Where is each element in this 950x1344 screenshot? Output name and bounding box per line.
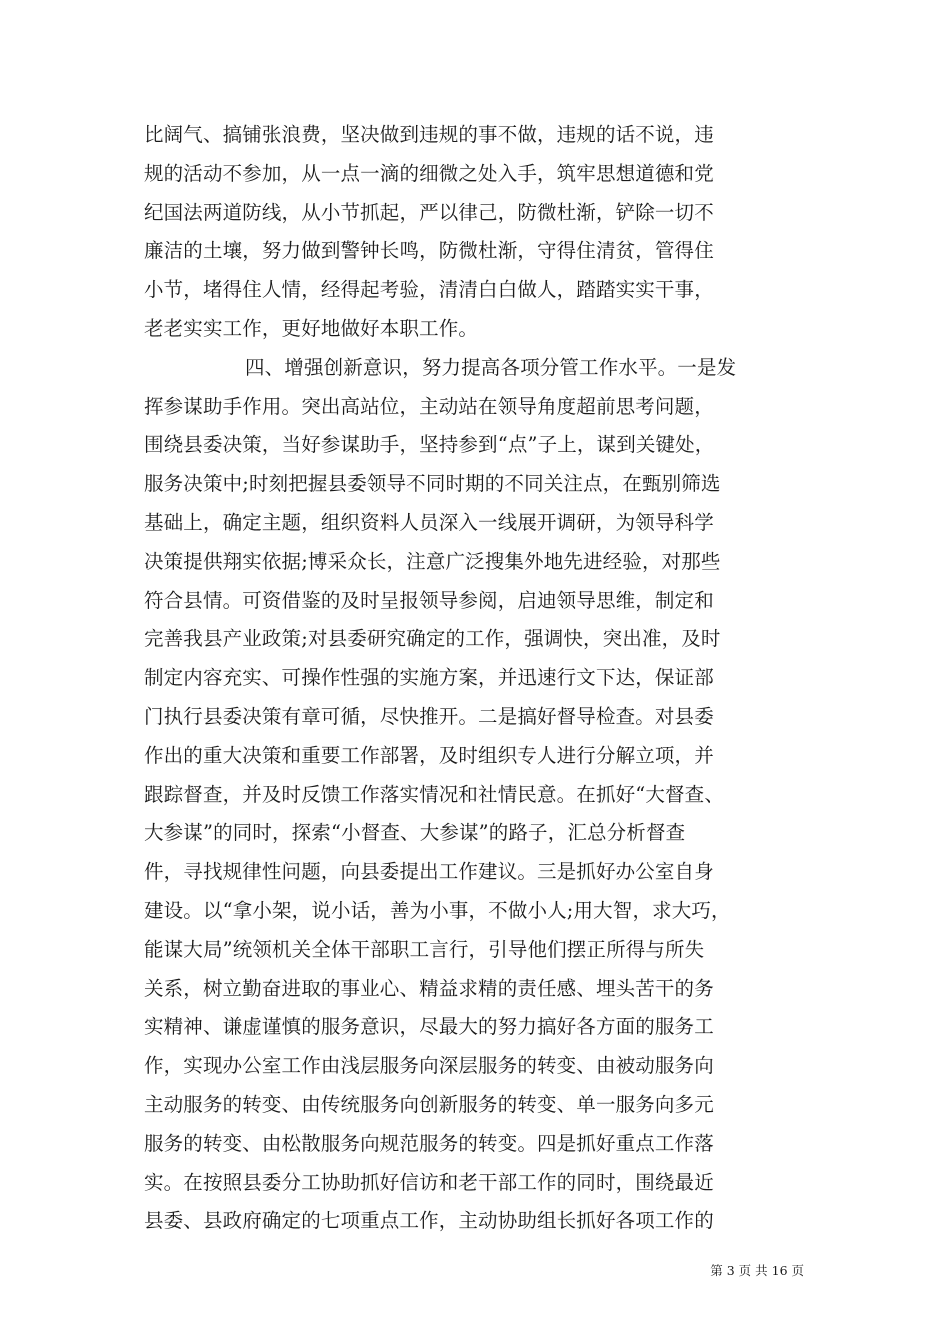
text-line: 服务决策中;时刻把握县委领导不同时期的不同关注点，在甄别筛选 (144, 472, 721, 496)
text-line: 符合县情。可资借鉴的及时呈报领导参阅，启迪领导思维，制定和 (144, 588, 714, 612)
text-line: 廉洁的土壤，努力做到警钟长鸣，防微杜渐，守得住清贫，管得住 (144, 239, 714, 263)
text-line: 县委、县政府确定的七项重点工作，主动协助组长抓好各项工作的 (144, 1209, 714, 1233)
text-line: 实精神、谦虚谨慎的服务意识，尽最大的努力搞好各方面的服务工 (144, 1015, 714, 1039)
text-line: 规的活动不参加，从一点一滴的细微之处入手，筑牢思想道德和党 (144, 161, 714, 185)
text-line: 决策提供翔实依据;博采众长，注意广泛搜集外地先进经验，对那些 (144, 549, 721, 573)
text-line: 关系，树立勤奋进取的事业心、精益求精的责任感、埋头苦干的务 (144, 976, 714, 1000)
text-line: 实。在按照县委分工协助抓好信访和老干部工作的同时，围绕最近 (144, 1170, 714, 1194)
text-line: 作，实现办公室工作由浅层服务向深层服务的转变、由被动服务向 (144, 1054, 714, 1078)
text-line: 挥参谋助手作用。突出高站位，主动站在领导角度超前思考问题， (144, 394, 714, 418)
body-text (144, 116, 824, 1241)
text-line: 作出的重大决策和重要工作部署，及时组织专人进行分解立项，并 (144, 743, 714, 767)
text-line: 纪国法两道防线，从小节抓起，严以律己，防微杜渐，铲除一切不 (144, 200, 714, 224)
text-line: 能谋大局”统领机关全体干部职工言行，引导他们摆正所得与所失 (144, 937, 705, 961)
page-number: 第 3 页 共 16 页 (710, 1263, 804, 1278)
text-line: 小节，堵得住人情，经得起考验，清清白白做人，踏踏实实干事， (144, 278, 714, 302)
text-line: 件，寻找规律性问题，向县委提出工作建议。三是抓好办公室自身 (144, 860, 714, 884)
text-line: 跟踪督查，并及时反馈工作落实情况和社情民意。在抓好“大督查、 (144, 782, 724, 806)
text-line: 老老实实工作，更好地做好本职工作。 (144, 316, 479, 340)
text-line: 比阔气、搞铺张浪费，坚决做到违规的事不做，违规的话不说，违 (144, 123, 714, 146)
text-line: 围绕县委决策，当好参谋助手，坚持参到“点”子上，谋到关键处， (144, 433, 715, 457)
text-line: 门执行县委决策有章可循，尽快推开。二是搞好督导检查。对县委 (144, 704, 714, 728)
paragraph-heading-line: 四、增强创新意识，努力提高各项分管工作水平。一是发 (245, 355, 737, 379)
text-line: 主动服务的转变、由传统服务向创新服务的转变、单一服务向多元 (144, 1092, 714, 1116)
text-line: 制定内容充实、可操作性强的实施方案，并迅速行文下达，保证部 (144, 666, 714, 690)
text-line: 大参谋”的同时，探索“小督查、大参谋”的路子，汇总分析督查 (144, 821, 686, 845)
text-line: 完善我县产业政策;对县委研究确定的工作，强调快，突出准，及时 (144, 627, 721, 651)
text-line: 基础上，确定主题，组织资料人员深入一线展开调研，为领导科学 (144, 510, 714, 534)
text-line: 服务的转变、由松散服务向规范服务的转变。四是抓好重点工作落 (144, 1131, 714, 1155)
text-line: 建设。以“拿小架，说小话，善为小事，不做小人;用大智，求大巧， (144, 898, 731, 922)
